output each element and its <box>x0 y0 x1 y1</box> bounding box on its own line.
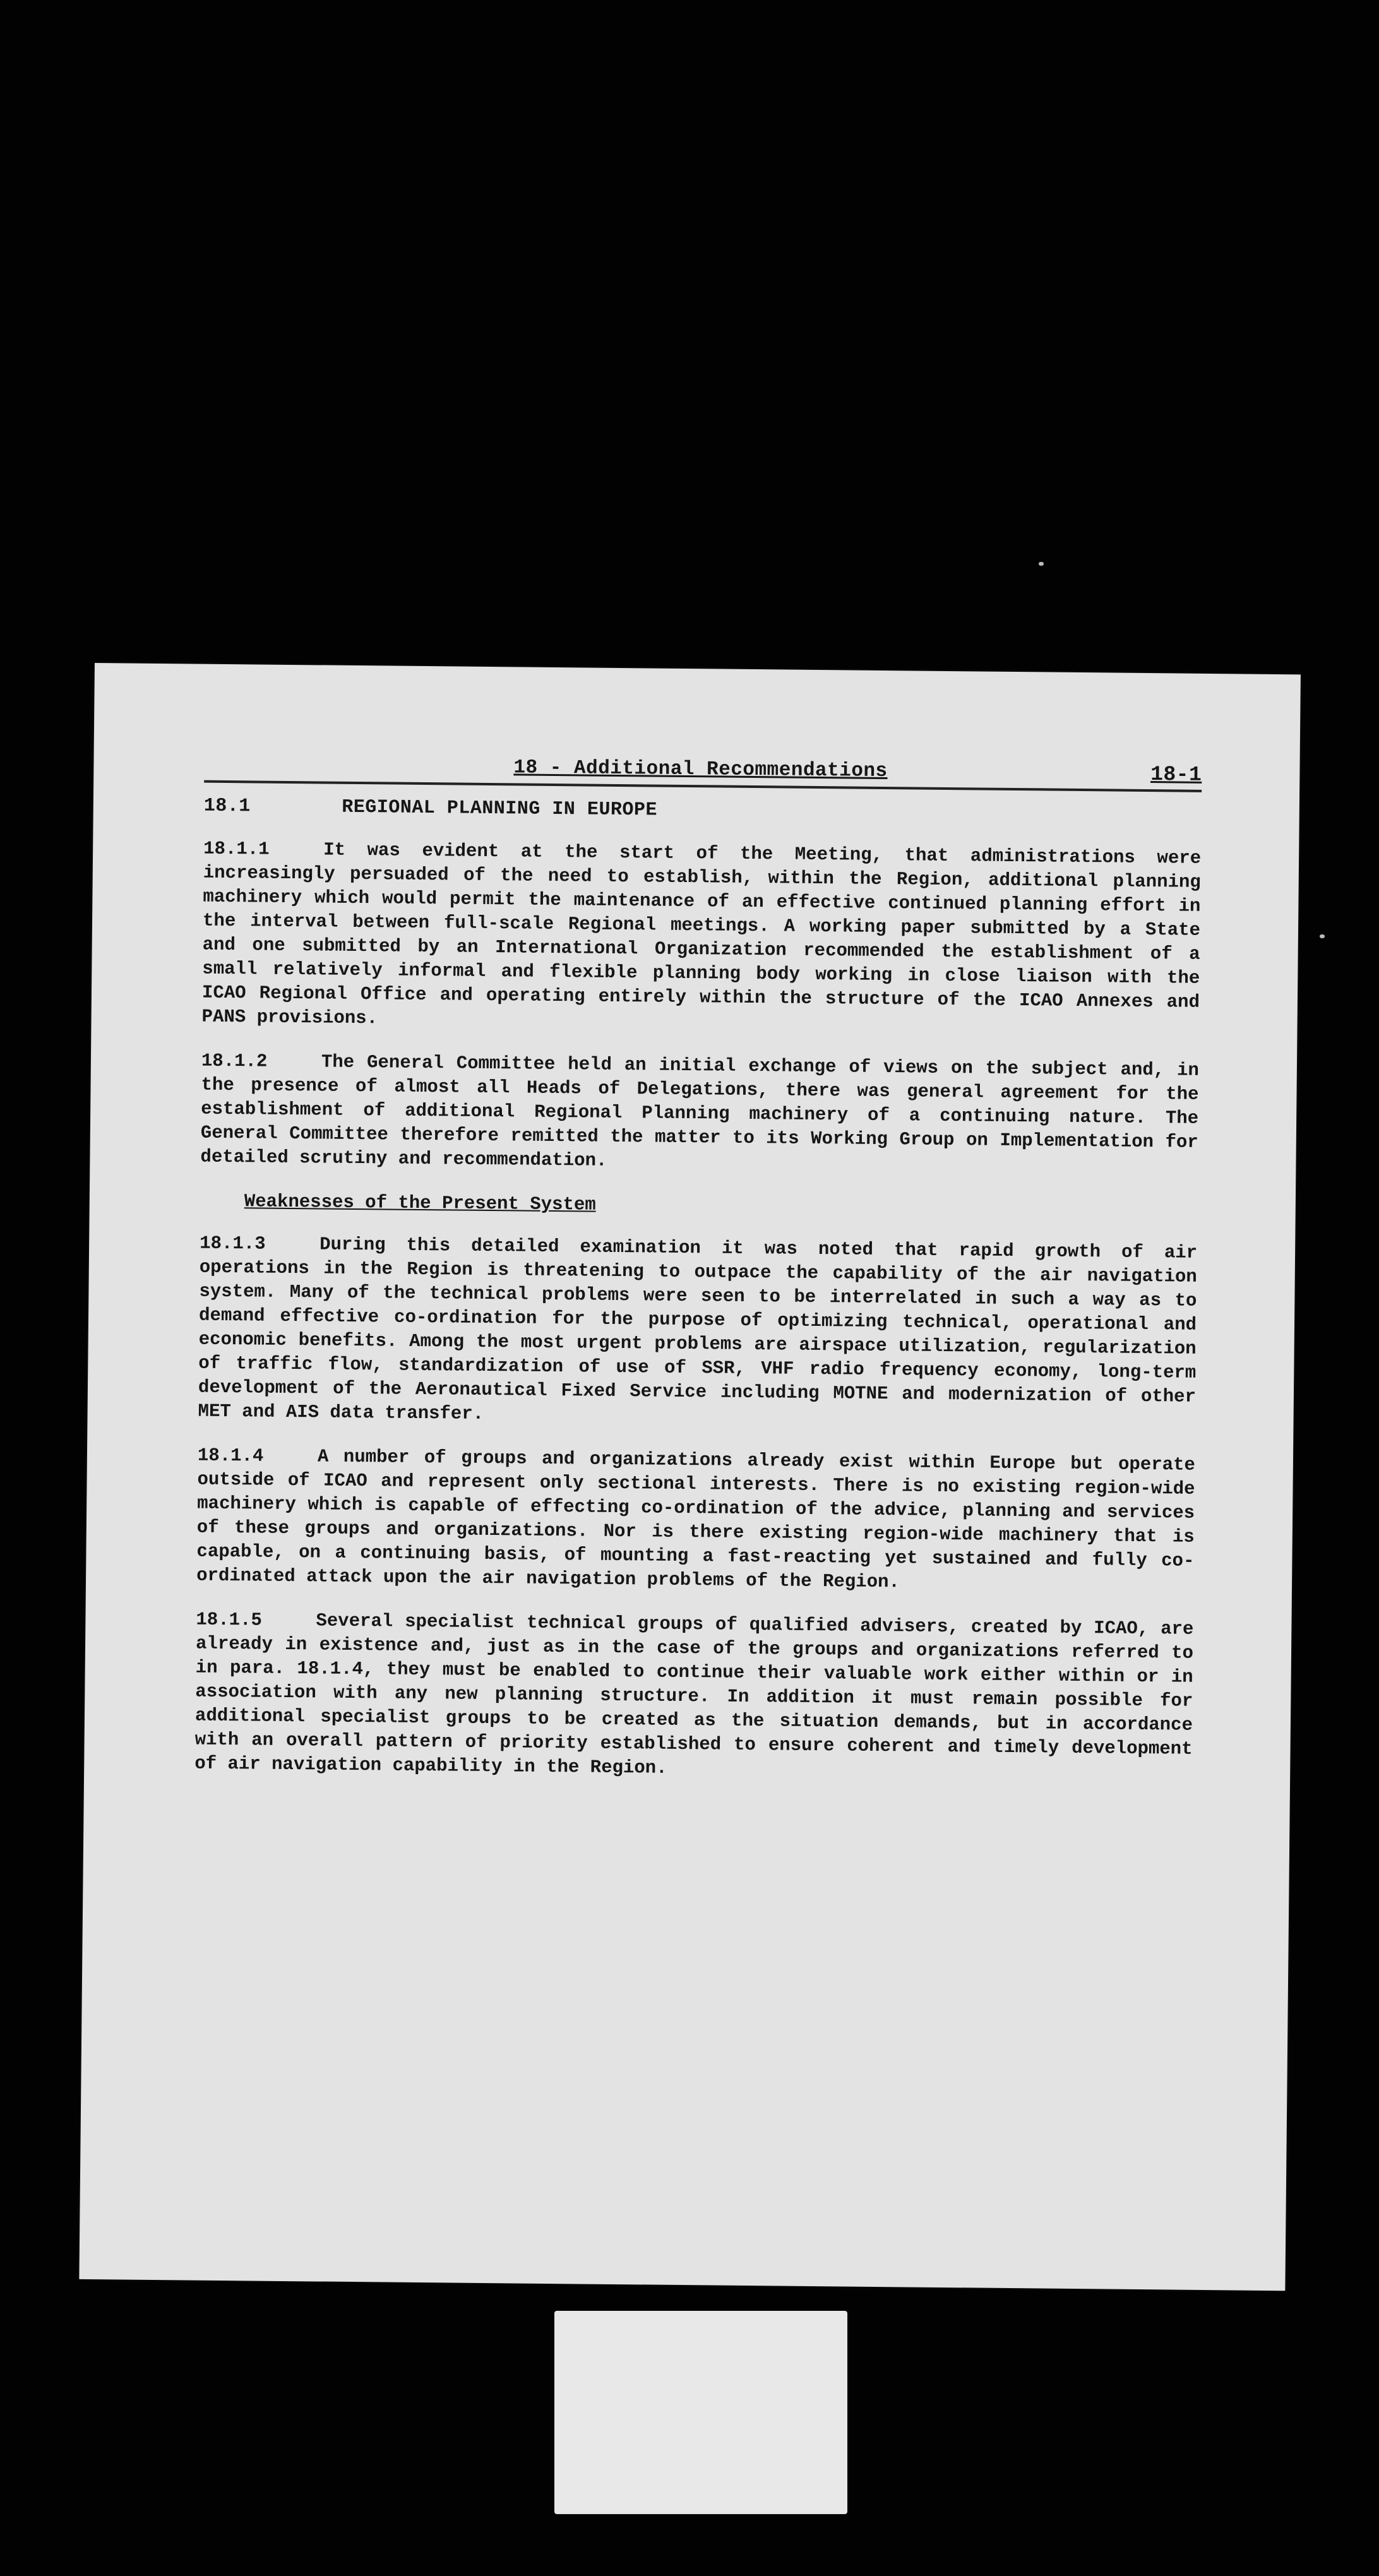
paragraph-text: The General Committee held an initial exchange of views on the subject and, in the presence of almost all Heads of Delegations, there was general agreement for the establishment of additional Regional Planning machinery of a continuing nature. The General Committee therefore remitted the matter to its Working Group on Implementation for detailed scrutiny and recommendation. <box>200 1051 1200 1171</box>
scan-speck <box>1039 562 1044 566</box>
paragraph-number: 18.1.3 <box>200 1232 266 1255</box>
running-head-title: 18 - Additional Recommendations <box>513 756 888 783</box>
subheading-weaknesses: Weaknesses of the Present System <box>244 1191 596 1215</box>
paragraph-18-1-3 <box>198 1232 1197 1433</box>
paragraph-number: 18.1.4 <box>197 1445 264 1467</box>
scan-speck <box>1320 934 1325 938</box>
scanned-page <box>79 663 1300 2291</box>
paragraph-number: 18.1.1 <box>203 838 270 860</box>
paragraph-text: A number of groups and organizations already exist within Europe but operate outside of ICAO and represent only sectional interests. There is no existing region-wide machinery which is capable of effecting co-ordination of the advice, planning and services of these groups and organizations. Nor is there existing region-wide machinery that is capable, on a continuing basis, of mounting a fast-reacting yet sustained and fully co-ordinated attack upon the air navigation problems of the Region. <box>196 1446 1196 1593</box>
page-content <box>194 751 1202 1786</box>
section-heading <box>204 796 1202 826</box>
paragraph-text: During this detailed examination it was noted that rapid growth of air operations in the Region is threatening to outpace the capability of the air navigation system. Many of the technical problems were seen to be interrelated in such a way as to demand effective co-ordination for the purpose of optimizing technical, operational and economic benefits. Among the most urgent problems are airspace utilization, regularization of traffic flow, standardization of use of SSR, VHF radio frequency economy, long-term development of the Aeronautical Fixed Service including MOTNE and modernization of other MET and AIS data transfer. <box>198 1234 1198 1424</box>
paragraph-number: 18.1.2 <box>201 1050 268 1072</box>
section-number: 18.1 <box>203 795 251 818</box>
page-number: 18-1 <box>1150 763 1202 787</box>
paragraph-number: 18.1.5 <box>196 1609 263 1631</box>
running-head <box>204 751 1202 792</box>
section-title: REGIONAL PLANNING IN EUROPE <box>342 796 658 821</box>
blank-index-card <box>554 2311 847 2514</box>
paragraph-18-1-2 <box>200 1049 1199 1179</box>
paragraph-18-1-4 <box>196 1444 1195 1597</box>
paragraph-text: It was evident at the start of the Meeting, that administrations were increasingly persuaded of the need to establish, within the Region, additional planning machinery which would permit the maintenance of an effective continued planning effort in the interval between full-scale Regional meetings. A working paper submitted by a State and one submitted by an International Organization recommended the establishment of a small relatively informal and flexible planning body working in close liaison with the ICAO Regional Office and operating entirely within the structure of the ICAO Annexes and PANS provisions. <box>201 839 1202 1029</box>
paragraph-text: Several specialist technical groups of qualified advisers, created by ICAO, are already in existence and, just as in the case of the groups and organizations referred to in para. 18.1.4, they must be enabled to continue their valuable work either within or in association with any new planning structure. In addition it must remain possible for additional specialist groups to be created as the situation demands, but in accordance with an overall pattern of priority established to ensure coherent and timely development of air navigation capability in the Region. <box>194 1610 1194 1779</box>
paragraph-18-1-1 <box>201 837 1201 1039</box>
paragraph-18-1-5 <box>194 1608 1193 1786</box>
